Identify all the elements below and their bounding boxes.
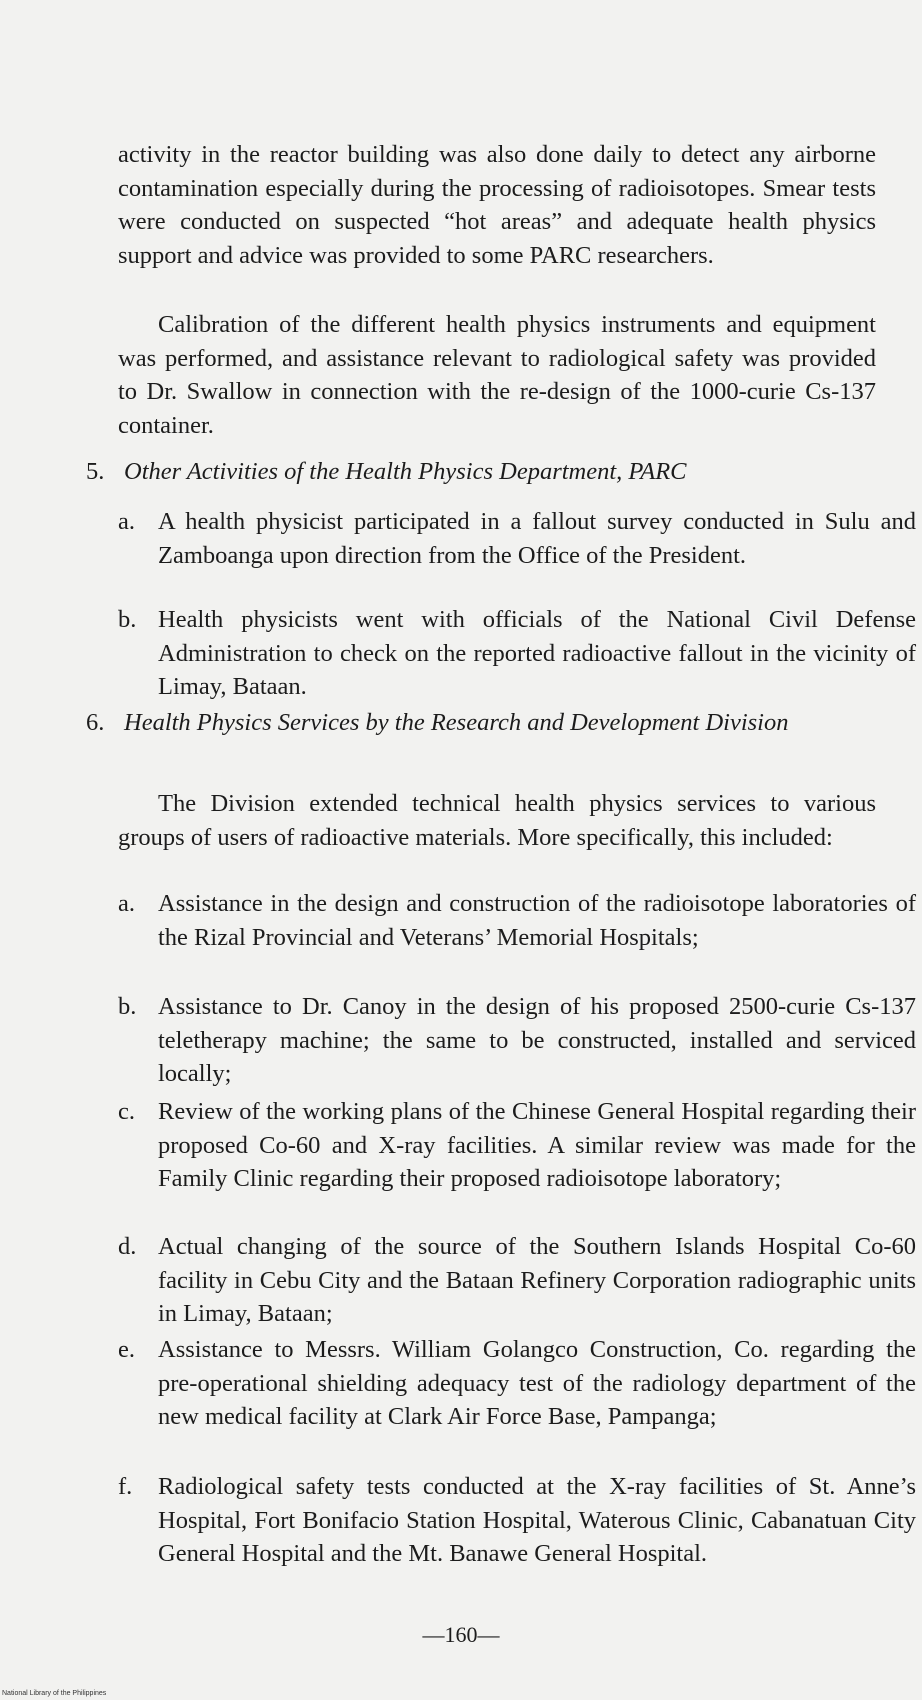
item-text: Health physicists went with officials of the National Civil Defense Administration to check on the reported radioactive fallout in the vicinity of Limay, Bataan. — [158, 606, 916, 700]
item-label: b. — [118, 993, 137, 1020]
item-text: Assistance in the design and construction of the radioisotope laboratories of the Rizal Provincial and Veterans’ Memorial Hospitals; — [158, 890, 916, 951]
section-6-item-f — [118, 1470, 916, 1571]
item-label: b. — [118, 606, 137, 633]
item-label: a. — [118, 890, 135, 917]
section-5-item-b — [118, 603, 916, 704]
item-text: A health physicist participated in a fallout survey conducted in Sulu and Zamboanga upon direction from the Office of the President. — [158, 508, 916, 569]
item-text: Radiological safety tests conducted at the X-ray facilities of St. Anne’s Hospital, Fort Bonifacio Station Hospital, Waterous Clinic, Cabanatuan City General Hospital and the Mt. Banawe General Hospital. — [158, 1473, 916, 1567]
section-5-title: Other Activities of the Health Physics Department, PARC — [124, 458, 687, 485]
section-5-item-a — [118, 505, 916, 572]
item-label: c. — [118, 1098, 135, 1125]
library-stamp: National Library of the Philippines — [2, 1690, 107, 1697]
item-label: e. — [118, 1336, 135, 1363]
section-6-item-e — [118, 1333, 916, 1434]
section-6-title: Health Physics Services by the Research and Development Division — [124, 709, 789, 736]
item-text: Actual changing of the source of the Southern Islands Hospital Co-60 facility in Cebu City and the Bataan Refinery Corporation radiographic units in Limay, Bataan; — [158, 1233, 916, 1327]
paragraph-continuation: activity in the reactor building was also done daily to detect any airborne contamination especially during the processing of radioisotopes. Smear tests were conducted on suspected “hot areas” and adequate health physics support and advice was provided to some PARC researchers. — [118, 141, 876, 269]
section-6-item-a — [118, 887, 916, 954]
section-5-number: 5. — [86, 458, 105, 485]
section-6-number: 6. — [86, 709, 105, 736]
section-6-item-c — [118, 1095, 916, 1196]
section-6-item-d — [118, 1230, 916, 1331]
section-6-item-b — [118, 990, 916, 1091]
item-label: a. — [118, 508, 135, 535]
section-5-heading — [86, 455, 876, 489]
item-label: f. — [118, 1473, 133, 1500]
page-number: —160— — [422, 1622, 500, 1647]
item-label: d. — [118, 1233, 137, 1260]
section-6-heading — [86, 706, 876, 740]
item-text: Assistance to Messrs. William Golangco Construction, Co. regarding the pre-operational shielding adequacy test of the radiology department of the new medical facility at Clark Air Force Base, Pampanga; — [158, 1336, 916, 1430]
item-text: Assistance to Dr. Canoy in the design of his proposed 2500-curie Cs-137 teletherapy machine; the same to be constructed, installed and serviced locally; — [158, 993, 916, 1087]
paragraph-calibration: Calibration of the different health physics instruments and equipment was performed, and assistance relevant to radiological safety was provided to Dr. Swallow in connection with the re-design of the 1000-curie Cs-137 container. — [118, 311, 876, 439]
item-text: Review of the working plans of the Chinese General Hospital regarding their proposed Co-60 and X-ray facilities. A similar review was made for the Family Clinic regarding their proposed radioisotope laboratory; — [158, 1098, 916, 1192]
section-6-intro: The Division extended technical health physics services to various groups of users of radioactive materials. More specifically, this included: — [118, 790, 876, 851]
